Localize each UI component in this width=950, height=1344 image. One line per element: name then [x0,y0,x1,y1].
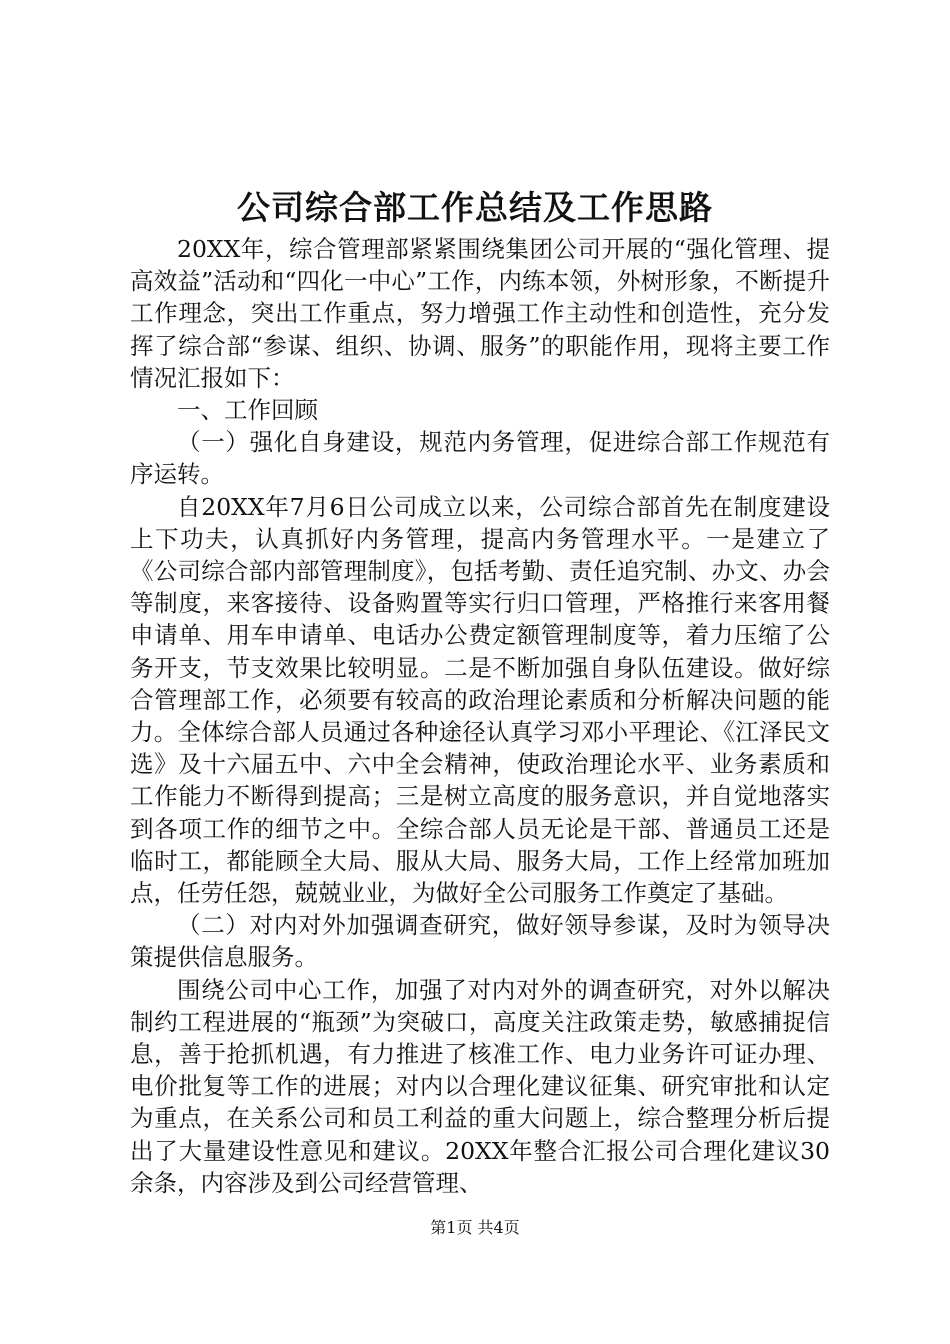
subsection-heading-1: （一）强化自身建设，规范内务管理，促进综合部工作规范有序运转。 [130,428,830,489]
body-paragraph-2: 围绕公司中心工作，加强了对内对外的调查研究，对外以解决制约工程进展的“瓶颈”为突破口，高度关注政策走势，敏感捕捉信息，善于抢抓机遇，有力推进了核准工作、电力业务许可证办理、电价批复等工作的进展；对内以合理化建议征集、研究审批和认定为重点，在关系公司和员工利益的重大问题上，综合整理分析后提出了大量建设性意见和建议。20XX年整合汇报公司合理化建议30余条，内容涉及到公司经营管理、 [130,975,830,1197]
document-title: 公司综合部工作总结及工作思路 [237,188,713,227]
body-paragraph-1: 自20XX年7月6日公司成立以来，公司综合部首先在制度建设上下功夫，认真抓好内务管理，提高内务管理水平。一是建立了《公司综合部内部管理制度》，包括考勤、责任追究制、办文、办会等制度，来客接待、设备购置等实行归口管理，严格推行来客用餐申请单、用车申请单、电话办公费定额管理制度等，着力压缩了公务开支，节支效果比较明显。二是不断加强自身队伍建设。做好综合管理部工作，必须要有较高的政治理论素质和分析解决问题的能力。全体综合部人员通过各种途径认真学习邓小平理论、《江泽民文选》及十六届五中、六中全会精神，使政治理论水平、业务素质和工作能力不断得到提高；三是树立高度的服务意识，并自觉地落实到各项工作的细节之中。全综合部人员无论是干部、普通员工还是临时工，都能顾全大局、服从大局、服务大局，工作上经常加班加点，任劳任怨，兢兢业业，为做好全公司服务工作奠定了基础。 [130,492,830,908]
section-heading-review: 一、工作回顾 [177,396,318,425]
subsection-heading-2: （二）对内对外加强调查研究，做好领导参谋，及时为领导决策提供信息服务。 [130,911,830,972]
document-body [130,233,830,1199]
intro-paragraph: 20XX年，综合管理部紧紧围绕集团公司开展的“强化管理、提高效益”活动和“四化一中心”工作，内练本领，外树形象，不断提升工作理念，突出工作重点，努力增强工作主动性和创造性，充分发挥了综合部“参谋、组织、协调、服务”的职能作用，现将主要工作情况汇报如下： [130,235,830,392]
page-number-footer: 第1页 共4页 [430,1218,520,1237]
